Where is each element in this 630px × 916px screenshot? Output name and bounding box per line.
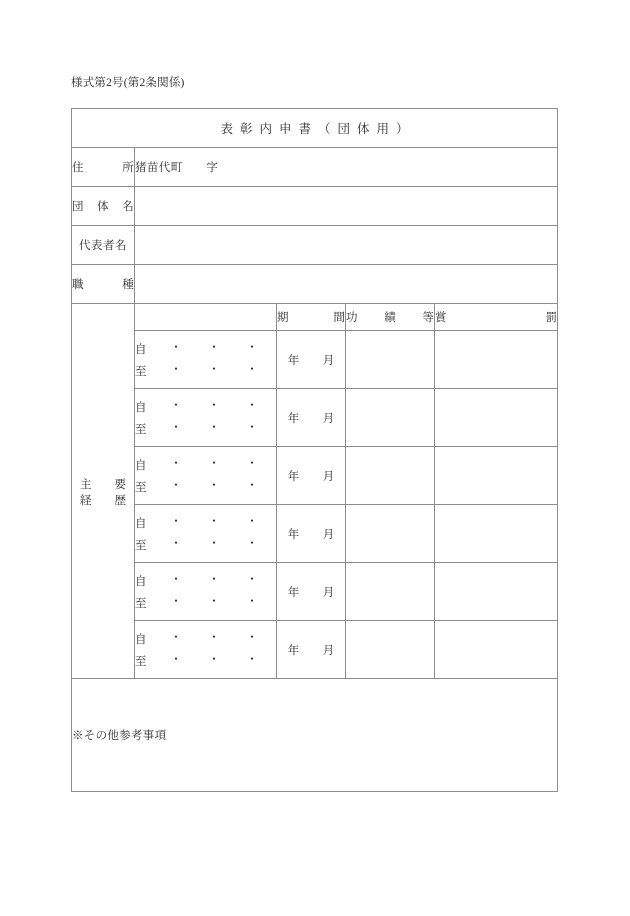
field-row-organization bbox=[72, 187, 558, 226]
history-duration-text: 年 月 bbox=[287, 586, 341, 599]
period-dot: ・ bbox=[246, 537, 258, 550]
period-dot: ・ bbox=[246, 573, 258, 586]
period-dot: ・ bbox=[246, 515, 258, 528]
history-duration-text: 年 月 bbox=[287, 412, 341, 425]
period-dot: ・ bbox=[170, 595, 182, 608]
notes-field[interactable] bbox=[72, 679, 558, 792]
period-marker-to: 至 bbox=[135, 655, 147, 668]
period-line-to bbox=[135, 534, 276, 556]
history-merit[interactable] bbox=[346, 389, 435, 447]
period-dot: ・ bbox=[246, 479, 258, 492]
history-side-label bbox=[72, 304, 135, 679]
period-marker-to: 至 bbox=[135, 539, 147, 552]
period-dot: ・ bbox=[208, 573, 220, 586]
history-period-entry[interactable] bbox=[135, 331, 277, 389]
field-row-address bbox=[72, 148, 558, 187]
history-duration[interactable] bbox=[277, 447, 346, 505]
period-dot: ・ bbox=[246, 653, 258, 666]
column-header-award bbox=[435, 304, 558, 331]
table-row bbox=[72, 331, 558, 389]
history-merit[interactable] bbox=[346, 505, 435, 563]
history-period-entry[interactable] bbox=[135, 389, 277, 447]
label-organization bbox=[72, 187, 135, 226]
label-organization-text: 団 体 名 bbox=[72, 201, 134, 213]
period-dot: ・ bbox=[208, 457, 220, 470]
period-dot: ・ bbox=[246, 631, 258, 644]
period-marker-from: 自 bbox=[135, 633, 147, 646]
table-row bbox=[72, 621, 558, 679]
notes-row bbox=[72, 679, 558, 792]
field-row-representative bbox=[72, 226, 558, 265]
label-representative-text: 代表者名 bbox=[79, 240, 127, 252]
value-representative[interactable] bbox=[135, 226, 558, 265]
value-occupation[interactable] bbox=[135, 265, 558, 304]
history-duration-text: 年 月 bbox=[287, 354, 341, 367]
history-period-entry[interactable] bbox=[135, 505, 277, 563]
history-award[interactable] bbox=[435, 621, 558, 679]
period-dot: ・ bbox=[208, 631, 220, 644]
period-dot: ・ bbox=[170, 341, 182, 354]
field-row-occupation bbox=[72, 265, 558, 304]
history-award[interactable] bbox=[435, 505, 558, 563]
history-merit[interactable] bbox=[346, 621, 435, 679]
period-line-to bbox=[135, 592, 276, 614]
period-dot: ・ bbox=[208, 399, 220, 412]
history-duration-text: 年 月 bbox=[287, 470, 341, 483]
history-award[interactable] bbox=[435, 331, 558, 389]
history-merit[interactable] bbox=[346, 331, 435, 389]
period-marker-to: 至 bbox=[135, 481, 147, 494]
form-number: 様式第2号(第2条関係) bbox=[71, 77, 185, 89]
history-award[interactable] bbox=[435, 563, 558, 621]
column-header-entry bbox=[135, 304, 277, 331]
period-dot: ・ bbox=[246, 595, 258, 608]
value-address-text: 猪苗代町 字 bbox=[135, 162, 219, 174]
period-dot: ・ bbox=[208, 341, 220, 354]
notes-label: ※その他参考事項 bbox=[72, 730, 167, 742]
period-dot: ・ bbox=[208, 653, 220, 666]
period-dot: ・ bbox=[208, 537, 220, 550]
period-marker-from: 自 bbox=[135, 343, 147, 356]
period-marker-from: 自 bbox=[135, 459, 147, 472]
column-header-merit-text: 功 績 等 bbox=[346, 312, 434, 324]
history-duration-text: 年 月 bbox=[287, 644, 341, 657]
history-header-row bbox=[72, 304, 558, 331]
column-header-merit bbox=[346, 304, 435, 331]
history-duration-text: 年 月 bbox=[287, 528, 341, 541]
period-dot: ・ bbox=[170, 399, 182, 412]
history-duration[interactable] bbox=[277, 563, 346, 621]
period-line-to bbox=[135, 650, 276, 672]
value-organization[interactable] bbox=[135, 187, 558, 226]
period-dot: ・ bbox=[170, 363, 182, 376]
history-side-label-top: 主 要 bbox=[80, 479, 126, 491]
table-row bbox=[72, 505, 558, 563]
period-line-from bbox=[135, 570, 276, 592]
period-marker-from: 自 bbox=[135, 401, 147, 414]
history-merit[interactable] bbox=[346, 563, 435, 621]
column-header-award-text: 賞 罰 bbox=[435, 312, 558, 324]
period-marker-to: 至 bbox=[135, 597, 147, 610]
history-merit[interactable] bbox=[346, 447, 435, 505]
period-dot: ・ bbox=[246, 363, 258, 376]
label-address-text: 住 所 bbox=[72, 162, 134, 174]
label-occupation-text: 職 種 bbox=[72, 279, 134, 291]
period-dot: ・ bbox=[170, 631, 182, 644]
period-dot: ・ bbox=[170, 479, 182, 492]
period-line-from bbox=[135, 454, 276, 476]
period-line-to bbox=[135, 418, 276, 440]
period-dot: ・ bbox=[170, 421, 182, 434]
table-row bbox=[72, 389, 558, 447]
period-line-to bbox=[135, 476, 276, 498]
history-duration[interactable] bbox=[277, 389, 346, 447]
period-dot: ・ bbox=[246, 341, 258, 354]
period-dot: ・ bbox=[208, 363, 220, 376]
history-duration[interactable] bbox=[277, 505, 346, 563]
period-dot: ・ bbox=[208, 595, 220, 608]
period-line-from bbox=[135, 512, 276, 534]
period-dot: ・ bbox=[170, 515, 182, 528]
column-header-period-text: 期 間 bbox=[277, 312, 345, 324]
history-duration[interactable] bbox=[277, 621, 346, 679]
history-side-label-bottom: 経 歴 bbox=[80, 495, 126, 507]
award-recommendation-form bbox=[71, 108, 558, 792]
label-address bbox=[72, 148, 135, 187]
column-header-period bbox=[277, 304, 346, 331]
period-dot: ・ bbox=[246, 421, 258, 434]
period-dot: ・ bbox=[170, 653, 182, 666]
form-title-cell bbox=[72, 109, 558, 148]
title-row bbox=[72, 109, 558, 148]
history-award[interactable] bbox=[435, 447, 558, 505]
period-dot: ・ bbox=[170, 573, 182, 586]
period-line-from bbox=[135, 338, 276, 360]
history-period-entry[interactable] bbox=[135, 563, 277, 621]
history-period-entry[interactable] bbox=[135, 621, 277, 679]
period-dot: ・ bbox=[208, 421, 220, 434]
period-marker-to: 至 bbox=[135, 423, 147, 436]
label-representative bbox=[72, 226, 135, 265]
table-row bbox=[72, 563, 558, 621]
period-dot: ・ bbox=[246, 457, 258, 470]
period-dot: ・ bbox=[170, 457, 182, 470]
period-dot: ・ bbox=[246, 399, 258, 412]
page-title: 表彰内申書（団体用） bbox=[220, 122, 416, 136]
history-award[interactable] bbox=[435, 389, 558, 447]
value-address[interactable] bbox=[135, 148, 558, 187]
history-period-entry[interactable] bbox=[135, 447, 277, 505]
table-row bbox=[72, 447, 558, 505]
period-dot: ・ bbox=[208, 515, 220, 528]
period-dot: ・ bbox=[208, 479, 220, 492]
period-line-to bbox=[135, 360, 276, 382]
period-line-from bbox=[135, 628, 276, 650]
period-line-from bbox=[135, 396, 276, 418]
period-marker-to: 至 bbox=[135, 365, 147, 378]
period-marker-from: 自 bbox=[135, 517, 147, 530]
history-duration[interactable] bbox=[277, 331, 346, 389]
period-dot: ・ bbox=[170, 537, 182, 550]
label-occupation bbox=[72, 265, 135, 304]
period-marker-from: 自 bbox=[135, 575, 147, 588]
